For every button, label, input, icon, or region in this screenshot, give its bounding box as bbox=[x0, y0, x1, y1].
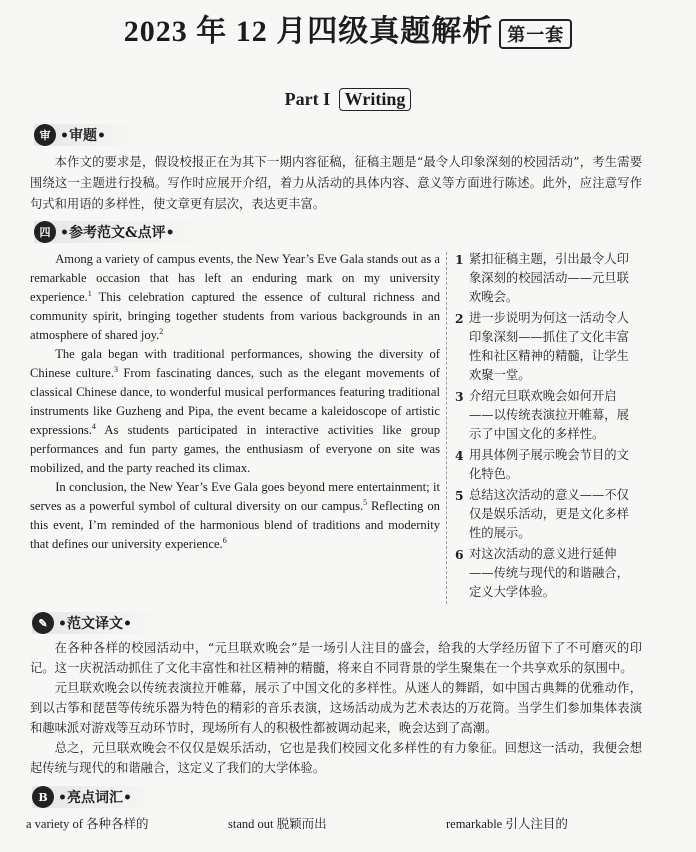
essay-paragraph bbox=[30, 345, 440, 478]
note-marker: 3 bbox=[114, 364, 119, 374]
translation-paragraph: 元旦联欢晚会以传统表演拉开帷幕，展示了中国文化的多样性。从迷人的舞蹈，如中国古典舞的优雅动作，到以古筝和琵琶等传统乐器为特色的精彩的音乐表演，这场活动成为艺术表达的万花筒。当学生们参加集体表演和趣味派对游戏等互动环节时，现场所有人的积极性都被调动起来，晚会达到了高潮。 bbox=[30, 681, 642, 735]
note-number: 5 bbox=[455, 488, 464, 503]
sample-essay bbox=[30, 250, 440, 554]
note-item bbox=[455, 446, 641, 484]
essay-paragraph bbox=[30, 478, 440, 554]
note-text: 进一步说明为何这一活动令人印象深刻——抓住了文化丰富性和社区精神的精髓，让学生欢聚一堂。 bbox=[469, 311, 629, 382]
set-badge: 第一套 bbox=[499, 19, 572, 49]
note-text: 紧扣征稿主题，引出最令人印象深刻的校园活动——元旦联欢晚会。 bbox=[469, 252, 629, 304]
note-item bbox=[455, 387, 641, 444]
vocab-item: a variety of 各种各样的 bbox=[26, 817, 149, 831]
note-item bbox=[455, 309, 641, 385]
note-marker: 4 bbox=[91, 421, 96, 431]
note-text: 用具体例子展示晚会节目的文化特色。 bbox=[469, 448, 629, 481]
essay-sentence: This celebration captured the essence of cultural richness and community spirit, bringing together students from various backgrounds in an atmosphere of shared joy. bbox=[30, 290, 440, 342]
essay-paragraph bbox=[30, 250, 440, 345]
note-number: 2 bbox=[455, 311, 464, 326]
title-text: 2023 年 12 月四级真题解析 bbox=[123, 15, 494, 48]
part-name: Writing bbox=[339, 88, 412, 111]
essay-sentence: Among a variety of campus events, the New Year’s Eve Gala stands out as a remarkable occasion that has left an enduring mark on my university experience. bbox=[30, 252, 440, 304]
part-heading bbox=[0, 88, 696, 111]
note-marker: 5 bbox=[363, 497, 368, 507]
section-title: •范文译文• bbox=[58, 616, 132, 632]
note-text: 总结这次活动的意义——不仅仅是娱乐活动，更是文化多样性的展示。 bbox=[469, 488, 629, 540]
analysis-paragraph: 本作文的要求是，假设校报正在为其下一期内容征稿，征稿主题是“最令人印象深刻的校园活动”，考生需要围绕这一主题进行投稿。写作时应展开介绍，着力从活动的具体内容、意义等方面进行陈述。此外，应注意写作句式和用语的多样性，使文章更有层次，表达更丰富。 bbox=[30, 155, 642, 211]
vocab-item: remarkable 引人注目的 bbox=[446, 817, 568, 831]
column-divider bbox=[446, 252, 447, 604]
section-translation-heading bbox=[32, 612, 162, 634]
note-number: 1 bbox=[455, 252, 464, 267]
essay-columns bbox=[30, 250, 670, 604]
note-text: 介绍元旦联欢晚会如何开启——以传统表演拉开帷幕，展示了中国文化的多样性。 bbox=[469, 389, 629, 441]
analysis-text bbox=[30, 152, 642, 215]
note-number: 4 bbox=[455, 448, 464, 463]
translation-paragraph: 总之，元旦联欢晚会不仅仅是娱乐活动，它也是我们校园文化多样性的有力象征。回想这一活动，我便会想起传统与现代的和谐融合，这定义了我们的大学体验。 bbox=[30, 741, 642, 775]
note-number: 3 bbox=[455, 389, 464, 404]
essay-sentence: In conclusion, the New Year’s Eve Gala goes beyond mere entertainment; it serves as a powerful symbol of cultural diversity on our campus. bbox=[30, 480, 440, 513]
content-flow bbox=[26, 250, 670, 832]
part-label: Part I bbox=[284, 89, 331, 109]
commentary-notes bbox=[455, 250, 641, 604]
analysis-icon: 审 bbox=[34, 124, 56, 146]
section-title: •亮点词汇• bbox=[58, 790, 132, 806]
section-vocab-heading bbox=[32, 786, 162, 808]
pen-icon: ✎ bbox=[32, 612, 54, 634]
note-item bbox=[455, 545, 641, 602]
vocab-icon: B bbox=[32, 786, 54, 808]
vocab-item: stand out 脱颖而出 bbox=[228, 817, 327, 831]
vocab-list bbox=[26, 814, 670, 832]
essay-sentence: The gala began with traditional performances, showing the diversity of Chinese culture. bbox=[30, 347, 440, 380]
essay-sentence: As students participated in interactive activities like group performances and fun party games, the enthusiasm of everyone on site was mobilized, and the party reached its climax. bbox=[30, 423, 440, 475]
note-number: 6 bbox=[455, 547, 464, 562]
note-text: 对这次活动的意义进行延伸——传统与现代的和谐融合，定义大学体验。 bbox=[469, 547, 629, 599]
section-title: •参考范文&点评• bbox=[60, 225, 175, 241]
section-analysis-heading bbox=[34, 124, 136, 146]
essay-icon: 四 bbox=[34, 221, 56, 243]
essay-sentence: Reflecting on this event, I’m reminded of the harmonious blend of traditions and modernity that defines our university experience. bbox=[30, 499, 440, 551]
note-item bbox=[455, 250, 641, 307]
essay-sentence: From fascinating dances, such as the elegant movements of classical Chinese dance, to wonderful musical performances featuring traditional instruments like Guzheng and Pipa, the event became a kaleidoscope of artistic expressions. bbox=[30, 366, 440, 437]
note-marker: 1 bbox=[87, 288, 92, 298]
section-essay-heading bbox=[34, 221, 205, 243]
translation-paragraph: 在各种各样的校园活动中，“元旦联欢晚会”是一场引人注目的盛会，给我的大学经历留下了不可磨灭的印记。这一庆祝活动抓住了文化丰富性和社区精神的精髓，将来自不同背景的学生聚集在一个共享欢乐的氛围中。 bbox=[30, 641, 642, 675]
page-title bbox=[0, 6, 696, 50]
section-title: •审题• bbox=[60, 128, 106, 144]
note-item bbox=[455, 486, 641, 543]
note-marker: 2 bbox=[159, 326, 164, 336]
translation-text bbox=[30, 638, 642, 778]
note-marker: 6 bbox=[222, 535, 227, 545]
